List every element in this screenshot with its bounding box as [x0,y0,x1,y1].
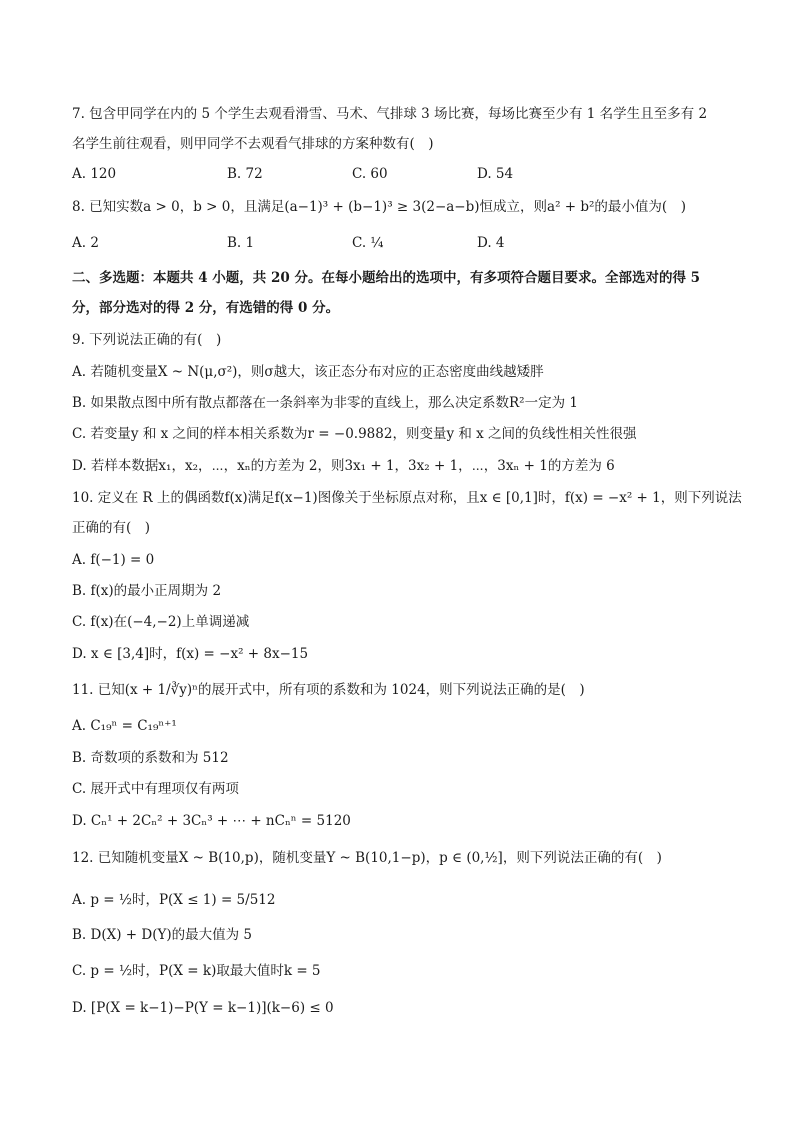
q12-option-a: A. p = ½时，P(X ≤ 1) = 5/512 [72,892,276,908]
q7-stem-line1: 7. 包含甲同学在内的 5 个学生去观看滑雪、马术、气排球 3 场比赛，每场比赛至少有 1 名学生且至多有 2 [72,106,708,122]
q7-stem-line2: 名学生前往观看，则甲同学不去观看气排球的方案种数有( ) [72,136,434,152]
q10-option-c: C. f(x)在(−4,−2)上单调递减 [72,614,250,630]
q12-option-c: C. p = ½时，P(X = k)取最大值时k = 5 [72,963,321,979]
q11-option-a: A. C₁₉ⁿ = C₁₉ⁿ⁺¹ [72,718,177,734]
q8-option-a: A. 2 [72,235,99,251]
section2-instruction-line2: 分，部分选对的得 2 分，有选错的得 0 分。 [72,300,340,316]
q9-option-a: A. 若随机变量X ~ N(μ,σ²)，则σ越大，该正态分布对应的正态密度曲线越矮胖 [72,364,544,380]
q10-option-d: D. x ∈ [3,4]时，f(x) = −x² + 8x−15 [72,646,309,662]
q9-option-d: D. 若样本数据x₁，x₂，⋯，xₙ的方差为 2，则3x₁ + 1，3x₂ + 1，⋯，3xₙ + 1的方差为 6 [72,458,615,474]
q10-stem-line2: 正确的有( ) [72,520,151,536]
q8-option-b: B. 1 [227,235,255,251]
q11-option-d: D. Cₙ¹ + 2Cₙ² + 3Cₙ³ + ⋯ + nCₙⁿ = 5120 [72,813,351,829]
section2-instruction-line1: 二、多选题：本题共 4 小题，共 20 分。在每小题给出的选项中，有多项符合题目要求。全部选对的得 5 [72,270,701,286]
q12-option-d: D. [P(X = k−1)−P(Y = k−1)](k−6) ≤ 0 [72,1000,334,1016]
q7-option-a: A. 120 [72,166,117,182]
q10-option-b: B. f(x)的最小正周期为 2 [72,583,222,599]
q8-option-d: D. 4 [477,235,505,251]
q12-stem: 12. 已知随机变量X ~ B(10,p)，随机变量Y ~ B(10,1−p)，p ∈ (0,½]，则下列说法正确的有( ) [72,850,662,866]
q7-options [72,164,732,184]
q7-option-b: B. 72 [227,166,263,182]
q10-option-a: A. f(−1) = 0 [72,552,155,568]
q8-stem: 8. 已知实数a > 0，b > 0，且满足(a−1)³ + (b−1)³ ≥ 3(2−a−b)恒成立，则a² + b²的最小值为( ) [72,199,686,215]
q9-option-b: B. 如果散点图中所有散点都落在一条斜率为非零的直线上，那么决定系数R²一定为 1 [72,395,578,411]
q11-option-c: C. 展开式中有理项仅有两项 [72,781,239,797]
q9-option-c: C. 若变量y 和 x 之间的样本相关系数为r = −0.9882，则变量y 和 x 之间的负线性相关性很强 [72,426,637,442]
q8-options [72,233,732,253]
q8-option-c: C. ¼ [352,235,384,251]
q10-stem-line1: 10. 定义在 R 上的偶函数f(x)满足f(x−1)图像关于坐标原点对称，且x ∈ [0,1]时，f(x) = −x² + 1，则下列说法 [72,490,742,506]
q7-option-c: C. 60 [352,166,388,182]
q7-option-d: D. 54 [477,166,514,182]
q11-stem: 11. 已知(x + 1/∛y)ⁿ的展开式中，所有项的系数和为 1024，则下列说法正确的是( ) [72,682,585,698]
q11-option-b: B. 奇数项的系数和为 512 [72,750,229,766]
q12-option-b: B. D(X) + D(Y)的最大值为 5 [72,927,253,943]
q9-stem: 9. 下列说法正确的有( ) [72,332,222,348]
